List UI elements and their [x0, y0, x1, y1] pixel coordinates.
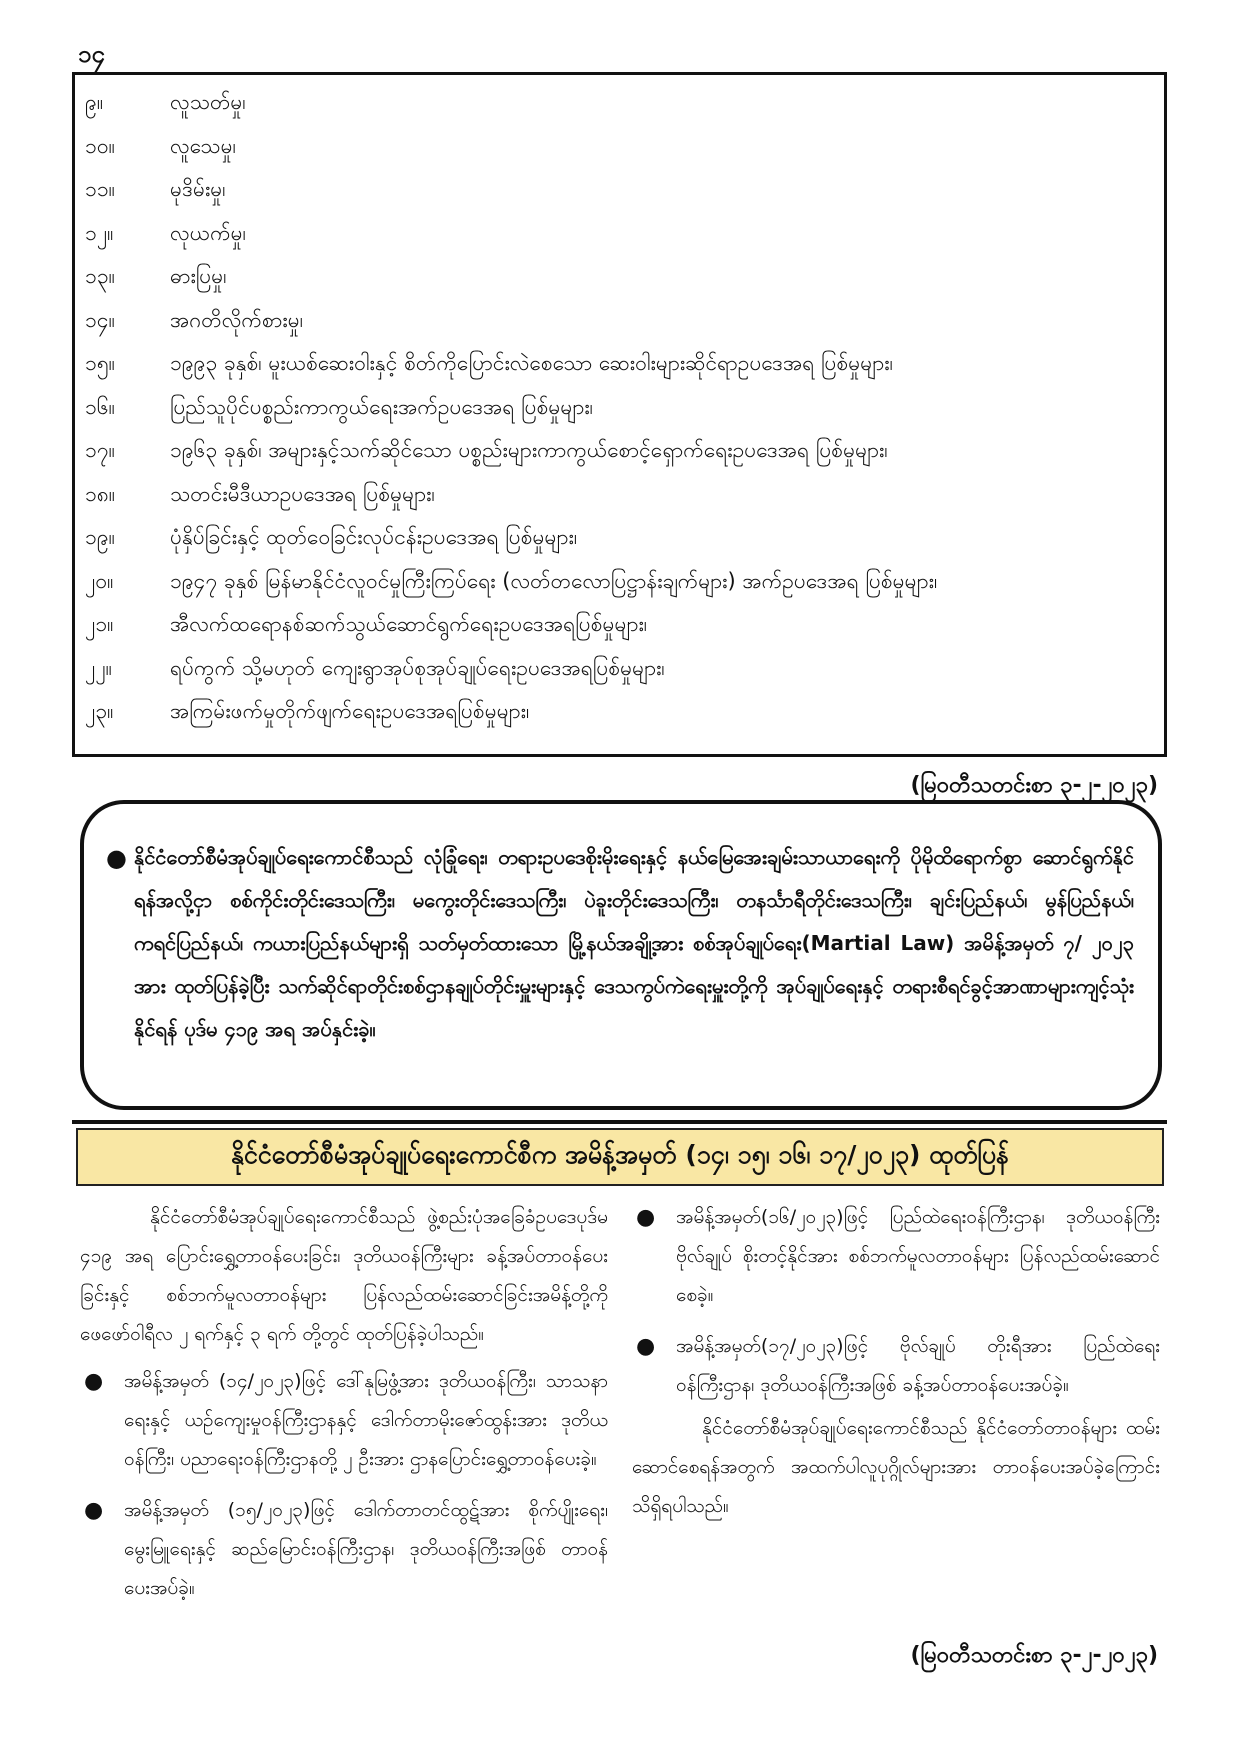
- list-item: [85, 307, 303, 338]
- list-item-number: ၂၂။: [85, 655, 112, 680]
- source-citation-top: (မြဝတီသတင်းစာ ၃-၂-၂၀၂၃): [910, 773, 1158, 798]
- bullet-icon: ●: [84, 1369, 104, 1394]
- list-item-text: ဓားပြမှု၊: [170, 264, 227, 288]
- list-item-number: ၁၁။: [85, 177, 115, 201]
- list-item-number: ၁၄။: [85, 307, 115, 332]
- list-item-number: ၂၃။: [85, 699, 114, 723]
- bullet-text: အမိန့်အမှတ်(၁၆/၂၀၂၃)ဖြင့် ပြည်ထဲရေးဝန်ကြီးဌာန၊ ဒုတိယဝန်ကြီး ဗိုလ်ချုပ် စိုးတင့်နိုင်အား စစ်ဘက်မူလတာဝန်များ ပြန်လည်ထမ်းဆောင်စေခဲ့။: [676, 1206, 1160, 1306]
- source-citation-bottom: (မြဝတီသတင်းစာ ၃-၂-၂၀၂၃): [910, 1643, 1158, 1668]
- bullet-icon: ●: [636, 1205, 656, 1230]
- list-item-number: ၁၉။: [85, 525, 115, 549]
- list-item-number: ၁၃။: [85, 264, 115, 288]
- offense-list-box: [72, 72, 1167, 757]
- list-item: [85, 89, 246, 120]
- section-title-text: နိုင်ငံတော်စီမံအုပ်ချုပ်ရေးကောင်စီက အမိန့်အမှတ် (၁၄၊ ၁၅၊ ၁၆၊ ၁၇/၂၀၂၃) ထုတ်ပြန်: [230, 1139, 1010, 1169]
- intro-paragraph: နိုင်ငံတော်စီမံအုပ်ချုပ်ရေးကောင်စီသည် ဖွဲ့စည်းပုံအခြေခံဥပဒေပုဒ်မ ၄၁၉ အရ ပြောင်းရွှေ့တာဝန်ပေးခြင်း၊ ဒုတိယဝန်ကြီးများ ခန့်အပ်တာဝန်ပေးခြင်းနှင့် စစ်ဘက်မူလတာဝန်များ ပြန်လည်ထမ်းဆောင်ခြင်းအမိန့်တို့ကို ဖေဖော်ဝါရီလ ၂ ရက်နှင့် ၃ ရက် တို့တွင် ထုတ်ပြန်ခဲ့ပါသည်။: [80, 1206, 608, 1345]
- list-item-number: ၁၀။: [85, 133, 115, 158]
- list-item-text: ၁၉၄၇ ခုနှစ် မြန်မာနိုင်ငံလူဝင်မှုကြီးကြပ်ရေး (လတ်တလောပြဋ္ဌာန်းချက်များ) အက်ဥပဒေအရ ပြစ်မှုများ၊: [170, 568, 938, 593]
- list-item-number: ၁၅။: [85, 351, 115, 375]
- section-divider: [72, 1120, 1167, 1124]
- list-item-text: ၁၉၆၃ ခုနှစ်၊ အများနှင့်သက်ဆိုင်သော ပစ္စည်းများကာကွယ်စောင့်ရှောက်ရေးဥပဒေအရ ပြစ်မှုများ၊: [170, 438, 888, 462]
- list-item-number: ၂၁။: [85, 612, 114, 636]
- bullet-text: အမိန့်အမှတ်(၁၇/၂၀၂၃)ဖြင့် ဗိုလ်ချုပ် တိုးရီအား ပြည်ထဲရေးဝန်ကြီးဌာန၊ ဒုတိယဝန်ကြီးအဖြစ် ခန့်အပ်တာဝန်ပေးအပ်ခဲ့။: [676, 1335, 1160, 1396]
- list-item-number: ၁၈။: [85, 481, 116, 506]
- list-item-text: အကြမ်းဖက်မှုတိုက်ဖျက်ရေးဥပဒေအရပြစ်မှုများ၊: [170, 699, 530, 723]
- list-item-number: ၁၇။: [85, 438, 115, 462]
- list-item: [80, 1491, 608, 1608]
- list-item: [85, 698, 529, 729]
- list-item-text: ၁၉၉၃ ခုနှစ်၊ မူးယစ်ဆေးဝါးနှင့် စိတ်ကိုပြောင်းလဲစေသော ဆေးဝါးများဆိုင်ရာဥပဒေအရ ပြစ်မှုများ၊: [170, 351, 893, 375]
- list-item: [85, 220, 246, 251]
- list-item: [85, 655, 665, 686]
- list-item-text: မုဒိမ်းမှု၊: [170, 177, 226, 201]
- list-item-text: လုယက်မှု၊: [170, 220, 246, 245]
- list-item: [85, 524, 577, 555]
- list-item: [80, 1362, 608, 1479]
- right-column: [632, 1198, 1160, 1526]
- list-item-text: သတင်းမီဒီယာဥပဒေအရ ပြစ်မှုများ၊: [170, 481, 435, 506]
- list-item-text: ရပ်ကွက် သို့မဟုတ် ကျေးရွာအုပ်စုအုပ်ချုပ်ရေးဥပဒေအရပြစ်မှုများ၊: [170, 655, 665, 680]
- list-item: [632, 1327, 1160, 1405]
- left-column: [80, 1198, 608, 1608]
- list-item: [632, 1198, 1160, 1315]
- list-item: [85, 437, 888, 468]
- bullet-text: အမိန့်အမှတ် (၁၅/၂၀၂၃)ဖြင့် ဒေါက်တာတင်ထွဋ်အား စိုက်ပျိုးရေး၊ မွေးမြူရေးနှင့် ဆည်မြောင်းဝန်ကြီးဌာန၊ ဒုတိယဝန်ကြီးအဖြစ် တာဝန်ပေးအပ်ခဲ့။: [124, 1499, 608, 1599]
- list-item: [85, 568, 937, 599]
- list-item: [85, 611, 647, 642]
- notice-box: [80, 800, 1162, 1110]
- list-item-number: ၉။: [85, 90, 104, 114]
- bullet-text: အမိန့်အမှတ် (၁၄/၂၀၂၃)ဖြင့် ဒေါ်နုမြဖွံ့အား ဒုတိယဝန်ကြီး၊ သာသနာရေးနှင့် ယဉ်ကျေးမှုဝန်ကြီးဌာနနှင့် ဒေါက်တာမိုးဇော်ထွန်းအား ဒုတိယဝန်ကြီး၊ ပညာရေးဝန်ကြီးဌာနတို့ ၂ ဦးအား ဌာနပြောင်းရွှေ့တာဝန်ပေးခဲ့။: [124, 1370, 608, 1470]
- bullet-icon: ●: [106, 844, 127, 872]
- list-item: [85, 394, 593, 425]
- list-item-text: ပုံနှိပ်ခြင်းနှင့် ထုတ်ဝေခြင်းလုပ်ငန်းဥပဒေအရ ပြစ်မှုများ၊: [170, 525, 578, 549]
- list-item: [85, 133, 236, 164]
- list-item-text: လူသေမှု၊: [170, 133, 236, 158]
- list-item-number: ၂၀။: [85, 568, 114, 593]
- list-item: [85, 176, 226, 207]
- list-item-text: အဂတိလိုက်စားမှု၊: [170, 307, 304, 332]
- bullet-icon: ●: [84, 1498, 104, 1523]
- list-item-text: ပြည်သူပိုင်ပစ္စည်းကာကွယ်ရေးအက်ဥပဒေအရ ပြစ်မှုများ၊: [170, 394, 593, 419]
- section-title: [76, 1128, 1164, 1186]
- closing-paragraph: နိုင်ငံတော်စီမံအုပ်ချုပ်ရေးကောင်စီသည် နိုင်ငံတော်တာဝန်များ ထမ်းဆောင်စေရန်အတွက် အထက်ပါလူပုဂ္ဂိုလ်များအား တာဝန်ပေးအပ်ခဲ့ကြောင်း သိရှိရပါသည်။: [632, 1417, 1160, 1517]
- list-item: [85, 481, 435, 512]
- list-item-text: လူသတ်မှု၊: [170, 90, 246, 114]
- notice-text: နိုင်ငံတော်စီမံအုပ်ချုပ်ရေးကောင်စီသည် လုံခြုံရေး၊ တရားဥပဒေစိုးမိုးရေးနှင့် နယ်မြေအေးချမ်းသာယာရေးကို ပိုမိုထိရောက်စွာ ဆောင်ရွက်နိုင်ရန်အလို့ငှာ စစ်ကိုင်းတိုင်းဒေသကြီး၊ မကွေးတိုင်းဒေသကြီး၊ ပဲခူးတိုင်းဒေသကြီး၊ တနင်္သာရီတိုင်းဒေသကြီး၊ ချင်းပြည်နယ်၊ မွန်ပြည်နယ်၊ ကရင်ပြည်နယ်၊ ကယားပြည်နယ်များရှိ သတ်မှတ်ထားသော မြို့နယ်အချို့အား စစ်အုပ်ချုပ်ရေး(Martial Law) အမိန့်အမှတ် ၇/ ၂၀၂၃ အား ထုတ်ပြန်ခဲ့ပြီး သက်ဆိုင်ရာတိုင်းစစ်ဌာနချုပ်တိုင်းမှူးများနှင့် ဒေသကွပ်ကဲရေးမှူးတို့ကို အုပ်ချုပ်ရေးနှင့် တရားစီရင်ခွင့်အာဏာများကျင့်သုံးနိုင်ရန် ပုဒ်မ ၄၁၉ အရ အပ်နှင်းခဲ့။: [134, 845, 1134, 1041]
- list-item-number: ၁၂။: [85, 220, 114, 245]
- bullet-icon: ●: [636, 1334, 656, 1359]
- page-number: ၁၄: [78, 40, 105, 68]
- list-item: [85, 263, 227, 294]
- list-item-number: ၁၆။: [85, 394, 115, 419]
- list-item-text: အီလက်ထရောနစ်ဆက်သွယ်ဆောင်ရွက်ရေးဥပဒေအရပြစ်မှုများ၊: [170, 612, 648, 636]
- list-item: [85, 350, 893, 381]
